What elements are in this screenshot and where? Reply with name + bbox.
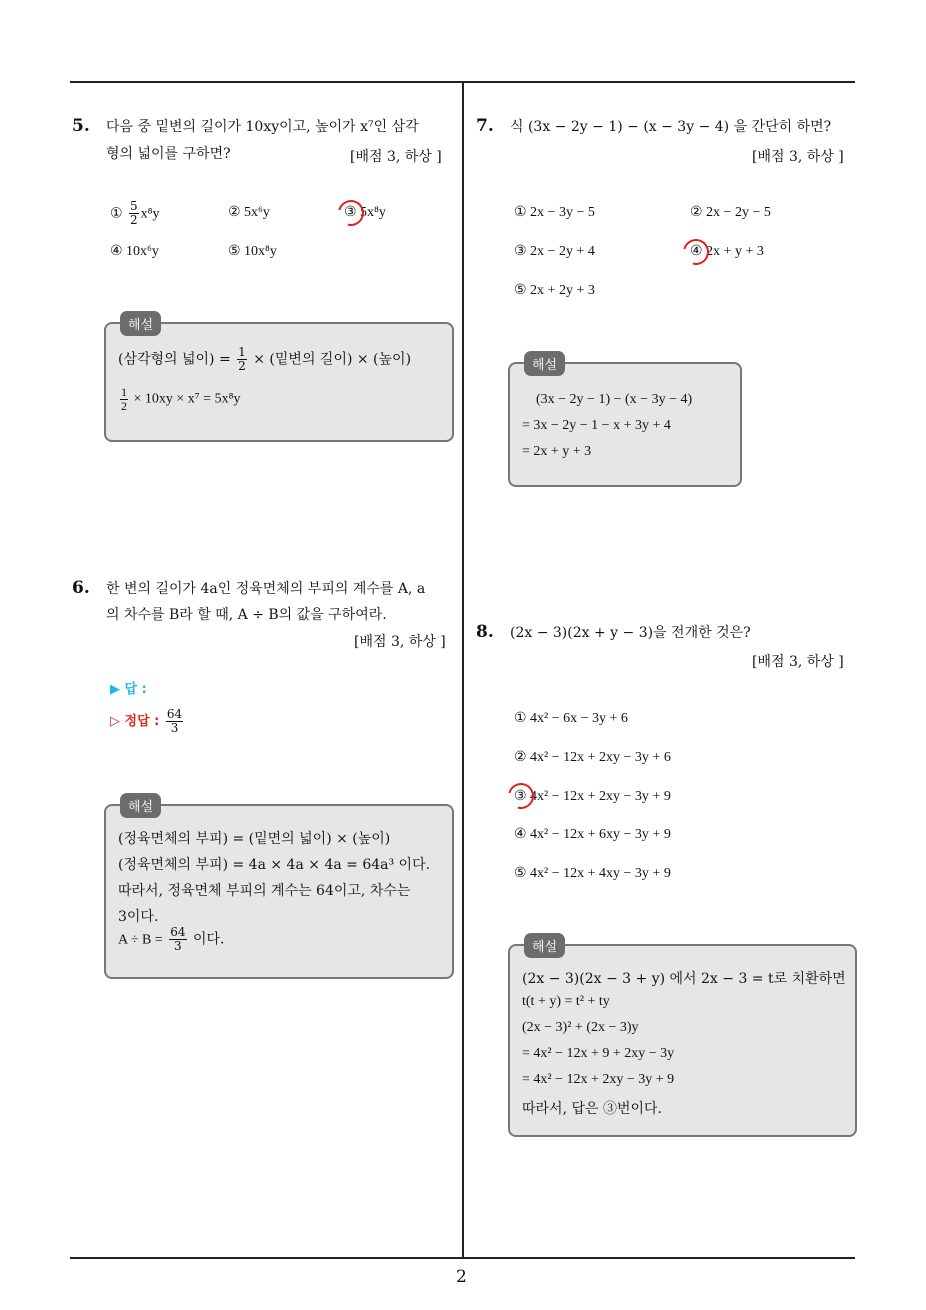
solution-line: (삼각형의 넓이) = $\frac{1}{2}$ × (밑변의 길이) × (높이) xyxy=(118,345,412,373)
page-number: 2 xyxy=(456,1267,467,1287)
solution-tag: 해설 xyxy=(120,311,161,336)
answer-label: ▶ 답 : xyxy=(110,682,147,697)
choice-1[interactable]: ① 4x² − 6x − 3y + 6 xyxy=(514,711,628,726)
solution-line: $\frac{1}{2}$ × 10xy × x⁷ = 5x⁸y xyxy=(121,385,241,413)
solution-line: 따라서, 답은 ③번이다. xyxy=(522,1101,662,1117)
solution-line: (정육면체의 부피) = 4a × 4a × 4a = 64a³ 이다. xyxy=(118,857,431,873)
solution-tag: 해설 xyxy=(524,351,565,376)
question-text-line2: 의 차수를 B라 할 때, A ÷ B의 값을 구하여라. xyxy=(106,607,387,623)
solution-line: (2x − 3)(2x − 3 + y) 에서 2x − 3 = t로 치환하면 xyxy=(522,971,846,987)
choice-2[interactable]: ② 5x⁶y xyxy=(228,205,270,220)
choice-5[interactable]: ⑤ 10x⁸y xyxy=(228,244,277,259)
solution-box xyxy=(104,318,454,442)
score-label: [배점 3, 하상 ] xyxy=(354,634,446,650)
solution-line: (2x − 3)² + (2x − 3)y xyxy=(522,1020,639,1035)
solution-line: (3x − 2y − 1) − (x − 3y − 4) xyxy=(536,392,693,407)
choice-3[interactable]: ③ 5x⁸y xyxy=(344,205,386,220)
fraction: $\frac{64}{3}$ xyxy=(170,925,186,953)
question-number: 7. xyxy=(476,116,494,136)
solution-line: = 3x − 2y − 1 − x + 3y + 4 xyxy=(522,418,671,433)
choice-1[interactable]: ① 2x − 3y − 5 xyxy=(514,205,595,220)
choice-4[interactable]: ④ 2x + y + 3 xyxy=(690,244,764,259)
choice-2[interactable]: ② 4x² − 12x + 2xy − 3y + 6 xyxy=(514,750,671,765)
fraction: $\frac{64}{3}$ xyxy=(166,707,183,735)
question-number: 5. xyxy=(72,116,90,136)
fraction: $\frac{5}{2}$ xyxy=(130,199,138,227)
solution-line: A ÷ B = $\frac{64}{3}$ 이다. xyxy=(118,925,225,953)
choice-4[interactable]: ④ 4x² − 12x + 6xy − 3y + 9 xyxy=(514,827,671,842)
selected-answer-mark xyxy=(333,195,369,231)
question-text-line1: (2x − 3)(2x + y − 3)을 전개한 것은? xyxy=(510,625,751,641)
correct-answer: ▷ 정답 : $\frac{64}{3}$ xyxy=(110,707,183,735)
fraction: $\frac{1}{2}$ xyxy=(238,345,246,373)
solution-box xyxy=(508,940,857,1137)
question-number: 8. xyxy=(476,622,494,642)
solution-tag: 해설 xyxy=(120,793,161,818)
choice-number: ① xyxy=(110,205,123,222)
choice-4[interactable]: ④ 10x⁶y xyxy=(110,244,159,259)
solution-line: = 2x + y + 3 xyxy=(522,444,592,459)
choice-1[interactable]: ① $\frac{5}{2}$ x⁸y xyxy=(110,199,160,227)
solution-box xyxy=(104,800,454,979)
question-text-line2: 형의 넓이를 구하면? xyxy=(106,146,231,162)
fraction: $\frac{1}{2}$ xyxy=(121,385,127,413)
solution-line: 3이다. xyxy=(118,909,159,925)
score-label: [배점 3, 하상 ] xyxy=(752,654,844,670)
choice-3[interactable]: ③ 2x − 2y + 4 xyxy=(514,244,595,259)
question-number: 6. xyxy=(72,578,90,598)
solution-line: = 4x² − 12x + 9 + 2xy − 3y xyxy=(522,1046,675,1061)
question-text-line1: 식 (3x − 2y − 1) − (x − 3y − 4) 을 간단히 하면? xyxy=(510,119,832,135)
choice-3[interactable]: ③ 4x² − 12x + 2xy − 3y + 9 xyxy=(514,789,671,804)
solution-line: (정육면체의 부피) = (밑면의 넓이) × (높이) xyxy=(118,831,391,847)
solution-tag: 해설 xyxy=(524,933,565,958)
question-text-line1: 다음 중 밑변의 길이가 10xy이고, 높이가 x⁷인 삼각 xyxy=(106,119,419,135)
solution-box xyxy=(508,358,742,487)
column-divider xyxy=(462,82,464,1259)
choice-5[interactable]: ⑤ 4x² − 12x + 4xy − 3y + 9 xyxy=(514,866,671,881)
question-text-line1: 한 변의 길이가 4a인 정육면체의 부피의 계수를 A, a xyxy=(106,581,426,597)
solution-line: = 4x² − 12x + 2xy − 3y + 9 xyxy=(522,1072,675,1087)
selected-answer-mark xyxy=(678,234,714,270)
solution-line: 따라서, 정육면체 부피의 계수는 64이고, 차수는 xyxy=(118,883,411,899)
bottom-rule xyxy=(70,1257,855,1259)
selected-answer-mark xyxy=(503,778,539,814)
solution-line: t(t + y) = t² + ty xyxy=(522,994,610,1009)
choice-5[interactable]: ⑤ 2x + 2y + 3 xyxy=(514,283,595,298)
score-label: [배점 3, 하상 ] xyxy=(350,149,442,165)
choice-2[interactable]: ② 2x − 2y − 5 xyxy=(690,205,771,220)
score-label: [배점 3, 하상 ] xyxy=(752,149,844,165)
